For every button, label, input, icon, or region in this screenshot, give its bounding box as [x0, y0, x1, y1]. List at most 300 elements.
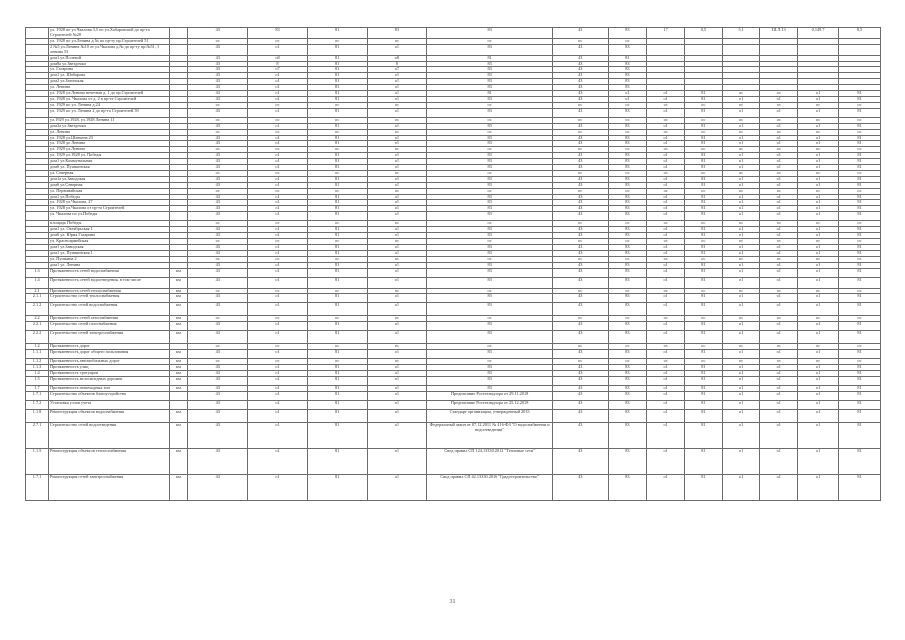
- value-cell: о1: [722, 96, 760, 102]
- value-cell: о1: [647, 303, 685, 316]
- value-cell: о1: [248, 277, 308, 288]
- row-number-cell: 1.1.8: [26, 409, 49, 422]
- value-cell: 43: [553, 250, 609, 256]
- value-cell: о1: [367, 331, 427, 344]
- value-cell: ос: [685, 117, 723, 123]
- value-cell: 83: [427, 153, 553, 159]
- value-cell: о1: [760, 194, 798, 200]
- value-cell: о1: [367, 79, 427, 85]
- value-cell: о1: [798, 262, 839, 268]
- value-cell: о1: [722, 409, 760, 422]
- value-cell: 81: [685, 165, 723, 171]
- value-cell: ос: [722, 221, 760, 227]
- value-cell: 83: [608, 268, 647, 277]
- value-cell: о1: [647, 123, 685, 129]
- value-cell: 83: [608, 194, 647, 200]
- value-cell: 81: [685, 365, 723, 371]
- value-cell: 81: [307, 268, 367, 277]
- value-cell: 43: [188, 206, 248, 212]
- value-cell: 81: [307, 61, 367, 67]
- value-cell: 43: [188, 376, 248, 385]
- unit-cell: км: [169, 350, 188, 359]
- value-cell: 43: [553, 108, 609, 117]
- value-cell: 83: [608, 153, 647, 159]
- value-cell: о1: [760, 268, 798, 277]
- value-cell: 81: [839, 244, 881, 250]
- row-name-cell: дом2 ул.Затонская: [49, 79, 169, 85]
- value-cell: 83: [608, 244, 647, 250]
- value-cell: 81: [685, 182, 723, 188]
- value-cell: ос: [248, 221, 308, 227]
- value-cell: 83: [608, 400, 647, 409]
- value-cell: о1: [760, 391, 798, 400]
- value-cell: 43: [188, 303, 248, 316]
- value-cell: 43: [188, 422, 248, 448]
- row-number-cell: 2.2.2: [26, 331, 49, 344]
- value-cell: о1: [760, 250, 798, 256]
- value-cell: о1: [798, 400, 839, 409]
- value-cell: 43: [188, 91, 248, 97]
- value-cell: ос: [647, 147, 685, 153]
- value-cell: ос: [839, 256, 881, 262]
- value-cell: 8: [367, 61, 427, 67]
- value-cell: ос: [647, 344, 685, 350]
- unit-cell: км: [169, 422, 188, 448]
- value-cell: 43: [188, 331, 248, 344]
- value-cell: о1: [722, 108, 760, 117]
- value-cell: 81: [839, 108, 881, 117]
- value-cell: 43: [553, 96, 609, 102]
- value-cell: 83: [608, 200, 647, 206]
- value-cell: 43: [553, 474, 609, 500]
- value-cell: 81: [307, 108, 367, 117]
- value-cell: 81: [685, 206, 723, 212]
- row-number-cell: 1.7: [26, 385, 49, 391]
- value-cell: 81: [307, 303, 367, 316]
- value-cell: 43: [188, 250, 248, 256]
- value-cell: 83: [427, 67, 553, 73]
- unit-cell: [169, 28, 188, 39]
- row-name-cell: ул. Чкалова по ул.Победы: [49, 212, 169, 221]
- value-cell: ос: [608, 344, 647, 350]
- value-cell: 81: [839, 194, 881, 200]
- row-name-cell: ул. 1929 ул.Ленина: [49, 147, 169, 153]
- value-cell: 81: [839, 371, 881, 377]
- value-cell: ос: [367, 359, 427, 365]
- value-cell: о1: [760, 303, 798, 316]
- value-cell: о1: [722, 474, 760, 500]
- row-name-cell: дом1.ул.Полевой: [49, 55, 169, 61]
- table-row: [26, 376, 881, 385]
- value-cell: о1: [798, 376, 839, 385]
- value-cell: о1: [367, 85, 427, 91]
- value-cell: о1: [248, 227, 308, 233]
- value-cell: о1: [760, 448, 798, 474]
- value-cell: о1: [722, 176, 760, 182]
- value-cell: ос: [760, 288, 798, 294]
- value-cell: [685, 44, 723, 55]
- value-cell: 43: [188, 212, 248, 221]
- value-cell: о1: [248, 385, 308, 391]
- value-cell: 81: [839, 385, 881, 391]
- value-cell: 81: [307, 159, 367, 165]
- value-cell: 5,1: [722, 28, 760, 39]
- value-cell: ос: [798, 102, 839, 108]
- value-cell: о1: [647, 96, 685, 102]
- value-cell: 81: [427, 91, 553, 97]
- table-row: [26, 322, 881, 331]
- value-cell: 43: [553, 400, 609, 409]
- table-row: [26, 268, 881, 277]
- value-cell: 83: [248, 28, 308, 39]
- value-cell: о1: [798, 153, 839, 159]
- row-name-cell: ул. Пушкина 2: [49, 256, 169, 262]
- value-cell: 43: [553, 365, 609, 371]
- value-cell: о1: [722, 322, 760, 331]
- value-cell: о1: [367, 474, 427, 500]
- value-cell: 81: [839, 250, 881, 256]
- value-cell: о1: [248, 200, 308, 206]
- value-cell: ос: [798, 359, 839, 365]
- row-name-cell: Протяженность тротуаров: [49, 371, 169, 377]
- value-cell: 43: [553, 206, 609, 212]
- value-cell: о1: [367, 371, 427, 377]
- value-cell: ос: [760, 147, 798, 153]
- value-cell: 43: [188, 200, 248, 206]
- value-cell: 81: [307, 79, 367, 85]
- row-number-cell: 1.1.5: [26, 448, 49, 474]
- value-cell: о1: [647, 227, 685, 233]
- value-cell: 43: [188, 108, 248, 117]
- unit-cell: км: [169, 376, 188, 385]
- value-cell: 43: [188, 85, 248, 91]
- value-cell: 83: [608, 233, 647, 239]
- value-cell: 81: [839, 159, 881, 165]
- value-cell: 83: [427, 371, 553, 377]
- value-cell: о1: [798, 176, 839, 182]
- value-cell: ос: [367, 102, 427, 108]
- value-cell: 81: [307, 262, 367, 268]
- value-cell: о1: [760, 135, 798, 141]
- unit-cell: км: [169, 316, 188, 322]
- unit-cell: км: [169, 474, 188, 500]
- value-cell: ос: [248, 359, 308, 365]
- value-cell: 43: [553, 294, 609, 303]
- value-cell: о1: [367, 250, 427, 256]
- value-cell: 81: [685, 227, 723, 233]
- row-name-cell: Протяженность автомобильных дорог: [49, 359, 169, 365]
- value-cell: о1: [722, 206, 760, 212]
- value-cell: ос: [760, 117, 798, 123]
- value-cell: ос: [608, 239, 647, 245]
- value-cell: 81: [685, 322, 723, 331]
- value-cell: 81: [685, 376, 723, 385]
- value-cell: 83: [608, 67, 647, 73]
- value-cell: ос: [647, 359, 685, 365]
- value-cell: о1: [798, 159, 839, 165]
- value-cell: 43: [188, 182, 248, 188]
- value-cell: о1: [760, 159, 798, 165]
- value-cell: 83: [427, 159, 553, 165]
- value-cell: ос: [685, 102, 723, 108]
- value-cell: ос: [685, 170, 723, 176]
- value-cell: 83: [427, 165, 553, 171]
- value-cell: 43: [553, 233, 609, 239]
- unit-cell: км: [169, 359, 188, 365]
- value-cell: о1: [248, 244, 308, 250]
- value-cell: 81: [307, 376, 367, 385]
- value-cell: о1: [760, 409, 798, 422]
- value-cell: о1: [760, 400, 798, 409]
- value-cell: 81: [839, 331, 881, 344]
- value-cell: 81: [839, 322, 881, 331]
- value-cell: ос: [722, 288, 760, 294]
- value-cell: Стандарт организации, утвержденный 2015: [427, 409, 553, 422]
- row-number-cell: [26, 28, 49, 39]
- row-name-cell: ул. Гагарина: [49, 67, 169, 73]
- value-cell: о1: [248, 322, 308, 331]
- page-number: 31: [449, 599, 456, 605]
- value-cell: 83: [608, 448, 647, 474]
- value-cell: 81: [307, 409, 367, 422]
- value-cell: о1: [248, 159, 308, 165]
- value-cell: 43: [188, 61, 248, 67]
- value-cell: 43: [188, 79, 248, 85]
- value-cell: 83: [608, 61, 647, 67]
- value-cell: ос: [553, 129, 609, 135]
- value-cell: 81: [839, 409, 881, 422]
- value-cell: 43: [188, 165, 248, 171]
- value-cell: ос: [839, 288, 881, 294]
- value-cell: 81: [307, 44, 367, 55]
- value-cell: о1: [722, 277, 760, 288]
- table-row: [26, 212, 881, 221]
- value-cell: 43: [188, 277, 248, 288]
- document-table-container: [25, 27, 881, 501]
- value-cell: о1: [367, 200, 427, 206]
- row-number-cell: 1.1.2: [26, 359, 49, 365]
- value-cell: 83: [608, 250, 647, 256]
- value-cell: о1: [647, 365, 685, 371]
- value-cell: 8,5: [839, 28, 881, 39]
- value-cell: ос: [760, 170, 798, 176]
- value-cell: о1: [798, 182, 839, 188]
- value-cell: о1: [248, 250, 308, 256]
- table-row: [26, 277, 881, 288]
- value-cell: 43: [553, 212, 609, 221]
- value-cell: 81: [307, 194, 367, 200]
- value-cell: 43: [553, 165, 609, 171]
- value-cell: Предписание Ростехнадзора от 25.12.2018: [427, 400, 553, 409]
- value-cell: ос: [188, 316, 248, 322]
- value-cell: 43: [553, 262, 609, 268]
- value-cell: ос: [248, 188, 308, 194]
- row-name-cell: Протяженность дорог общего пользования: [49, 350, 169, 359]
- value-cell: ос: [760, 359, 798, 365]
- value-cell: о1: [798, 206, 839, 212]
- value-cell: 43: [188, 123, 248, 129]
- value-cell: о1: [248, 206, 308, 212]
- row-number-cell: 1.5: [26, 376, 49, 385]
- value-cell: о1: [367, 91, 427, 97]
- value-cell: о1: [367, 141, 427, 147]
- value-cell: ос: [722, 102, 760, 108]
- row-name-cell: Протяженность улиц: [49, 365, 169, 371]
- value-cell: 83: [608, 44, 647, 55]
- value-cell: о1: [722, 448, 760, 474]
- table-row: [26, 108, 881, 117]
- row-number-cell: 2.1.1: [26, 294, 49, 303]
- value-cell: о1: [722, 165, 760, 171]
- value-cell: 81: [685, 331, 723, 344]
- value-cell: о1: [722, 250, 760, 256]
- value-cell: о1: [760, 262, 798, 268]
- value-cell: 43: [553, 182, 609, 188]
- value-cell: 43: [188, 385, 248, 391]
- value-cell: о1: [798, 474, 839, 500]
- value-cell: ос: [553, 38, 609, 44]
- value-cell: ос: [839, 316, 881, 322]
- value-cell: о1: [798, 385, 839, 391]
- value-cell: ос: [553, 316, 609, 322]
- value-cell: ос: [608, 188, 647, 194]
- value-cell: 81: [839, 206, 881, 212]
- value-cell: 43: [553, 391, 609, 400]
- value-cell: 83: [608, 391, 647, 400]
- value-cell: 83: [427, 28, 553, 39]
- value-cell: 81: [685, 294, 723, 303]
- value-cell: о1: [248, 123, 308, 129]
- value-cell: 81: [307, 331, 367, 344]
- value-cell: 81: [307, 135, 367, 141]
- row-name-cell: ул.1929 ул.1928, ул.1928 Ленина 11: [49, 117, 169, 123]
- value-cell: ос: [608, 256, 647, 262]
- value-cell: [839, 44, 881, 55]
- value-cell: ос: [248, 239, 308, 245]
- value-cell: 81: [685, 391, 723, 400]
- value-cell: ос: [685, 221, 723, 227]
- row-number-cell: 1.4: [26, 277, 49, 288]
- value-cell: о1: [367, 277, 427, 288]
- value-cell: 83: [608, 365, 647, 371]
- value-cell: 43: [188, 159, 248, 165]
- value-cell: 83: [608, 123, 647, 129]
- value-cell: 81: [839, 153, 881, 159]
- table-row: [26, 400, 881, 409]
- value-cell: 81: [839, 448, 881, 474]
- value-cell: 81: [685, 350, 723, 359]
- value-cell: ос: [839, 117, 881, 123]
- value-cell: ос: [839, 129, 881, 135]
- value-cell: ос: [798, 256, 839, 262]
- value-cell: ос: [685, 344, 723, 350]
- value-cell: ос: [722, 359, 760, 365]
- value-cell: ос: [685, 316, 723, 322]
- value-cell: о1: [798, 91, 839, 97]
- value-cell: о1: [760, 385, 798, 391]
- value-cell: 43: [188, 371, 248, 377]
- value-cell: 81: [307, 233, 367, 239]
- value-cell: 83: [427, 350, 553, 359]
- value-cell: ос: [647, 239, 685, 245]
- value-cell: ос: [188, 38, 248, 44]
- value-cell: 43: [188, 262, 248, 268]
- value-cell: 81: [839, 141, 881, 147]
- value-cell: ос: [798, 170, 839, 176]
- value-cell: о1: [760, 96, 798, 102]
- value-cell: о1: [647, 422, 685, 448]
- value-cell: о1: [760, 474, 798, 500]
- row-name-cell: Строительство сетей теплоснабжения: [49, 294, 169, 303]
- value-cell: о1: [647, 331, 685, 344]
- value-cell: [647, 44, 685, 55]
- value-cell: ос: [608, 117, 647, 123]
- table-row: [26, 350, 881, 359]
- value-cell: 81: [839, 96, 881, 102]
- value-cell: о1: [367, 123, 427, 129]
- row-number-cell: 1.7.2: [26, 400, 49, 409]
- value-cell: о1: [647, 391, 685, 400]
- value-cell: 0,5: [685, 28, 723, 39]
- value-cell: о1: [760, 422, 798, 448]
- value-cell: ос: [798, 316, 839, 322]
- row-name-cell: Реконструкция объектов водоснабжения: [49, 409, 169, 422]
- value-cell: о1: [367, 350, 427, 359]
- value-cell: ос: [722, 256, 760, 262]
- value-cell: о1: [608, 91, 647, 97]
- value-cell: ос: [647, 256, 685, 262]
- value-cell: о1: [722, 385, 760, 391]
- value-cell: 43: [553, 371, 609, 377]
- value-cell: о1: [760, 200, 798, 206]
- value-cell: о1: [248, 182, 308, 188]
- value-cell: 83: [427, 233, 553, 239]
- value-cell: ос: [760, 129, 798, 135]
- value-cell: 83: [427, 73, 553, 79]
- value-cell: 81: [307, 153, 367, 159]
- table-row: [26, 294, 881, 303]
- value-cell: 81: [839, 376, 881, 385]
- value-cell: 83: [427, 365, 553, 371]
- value-cell: ос: [553, 170, 609, 176]
- value-cell: 81: [307, 67, 367, 73]
- value-cell: 81: [427, 55, 553, 61]
- value-cell: 83: [608, 227, 647, 233]
- value-cell: о1: [367, 409, 427, 422]
- value-cell: 81: [685, 400, 723, 409]
- value-cell: 81: [685, 108, 723, 117]
- value-cell: 83: [427, 44, 553, 55]
- value-cell: о1: [722, 200, 760, 206]
- value-cell: ос: [367, 117, 427, 123]
- row-number-cell: 2.7.1: [26, 422, 49, 448]
- row-number-cell: 2.2.1: [26, 322, 49, 331]
- row-number-cell: 1.1.1: [26, 350, 49, 359]
- row-name-cell: ул. Северная: [49, 170, 169, 176]
- row-name-cell: Строительство сетей водоотведения: [49, 422, 169, 448]
- value-cell: 81: [307, 91, 367, 97]
- value-cell: о7: [248, 67, 308, 73]
- value-cell: о1: [760, 244, 798, 250]
- value-cell: ос: [553, 117, 609, 123]
- value-cell: ос: [427, 170, 553, 176]
- value-cell: ос: [685, 239, 723, 245]
- value-cell: о1: [367, 159, 427, 165]
- value-cell: о1: [367, 153, 427, 159]
- value-cell: ос: [188, 147, 248, 153]
- value-cell: ос: [798, 221, 839, 227]
- value-cell: 83: [608, 212, 647, 221]
